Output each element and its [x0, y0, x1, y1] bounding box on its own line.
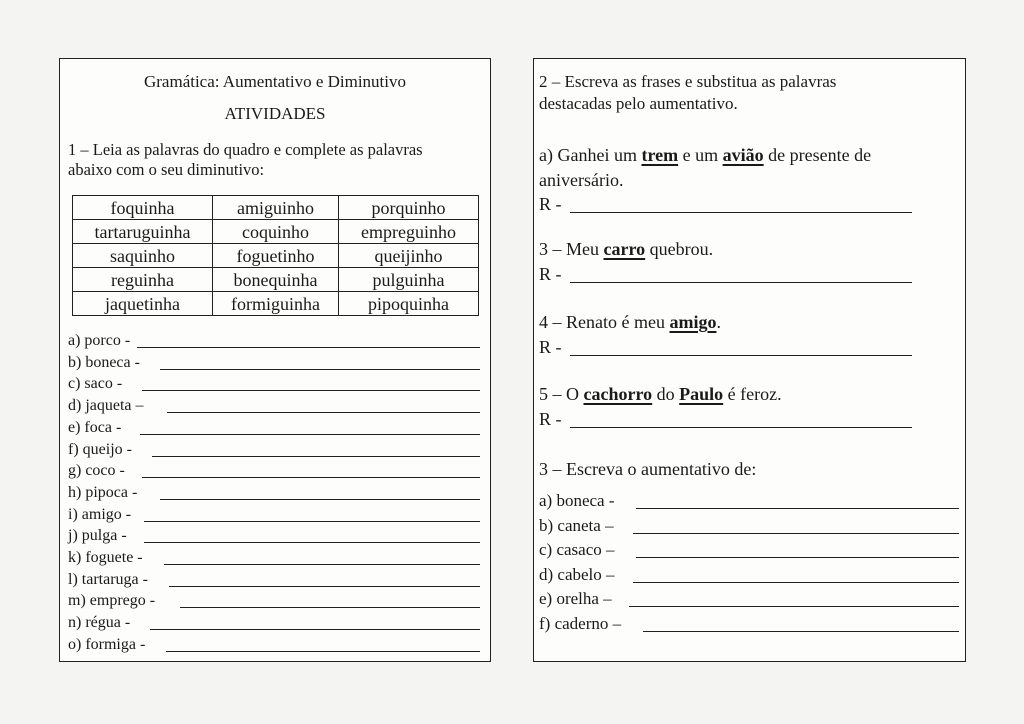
- answer-line-5[interactable]: [570, 427, 912, 428]
- augmentative-item-label: b) caneta –: [539, 515, 614, 535]
- answer-line-a[interactable]: [570, 212, 912, 213]
- exercise-item-label: j) pulga -: [68, 527, 127, 545]
- sentence-5: [539, 384, 782, 404]
- q1-instruction-line2: abaixo com o seu diminutivo:: [68, 160, 265, 179]
- worksheet-subtitle: ATIVIDADES: [224, 104, 326, 123]
- highlight-word-paulo: Paulo: [679, 384, 724, 404]
- word-table-cell: reguinha: [73, 268, 213, 292]
- exercise-item-label: e) foca -: [68, 418, 122, 436]
- sentence-a-line2: aniversário.: [539, 170, 624, 190]
- word-table-row: [73, 268, 479, 292]
- word-table-cell: saquinho: [73, 244, 213, 268]
- word-table-cell: bonequinha: [213, 268, 339, 292]
- word-table-cell: coquinho: [213, 220, 339, 244]
- answer-line[interactable]: [144, 521, 480, 522]
- answer-line[interactable]: [150, 629, 480, 630]
- exercise-item-label: n) régua -: [68, 614, 131, 632]
- answer-line[interactable]: [643, 631, 959, 632]
- sentence-4-text1: 4 – Renato é meu: [539, 312, 670, 332]
- q3-instruction: 3 – Escreva o aumentativo de:: [539, 459, 757, 479]
- word-table-row: [73, 244, 479, 268]
- answer-line[interactable]: [633, 582, 959, 583]
- sentence-3-text1: 3 – Meu: [539, 239, 604, 259]
- word-table-cell: pipoquinha: [339, 292, 479, 316]
- augmentative-item-label: d) cabelo –: [539, 564, 615, 584]
- q2-instruction-line1: 2 – Escreva as frases e substitua as palavras: [539, 72, 837, 91]
- answer-line[interactable]: [140, 434, 480, 435]
- exercise-item-label: i) amigo -: [68, 505, 132, 523]
- answer-line[interactable]: [169, 586, 480, 587]
- sentence-5-text2: do: [652, 384, 680, 404]
- answer-label-a: R -: [539, 194, 562, 214]
- augmentative-item-label: e) orelha –: [539, 589, 612, 608]
- highlight-word-carro: carro: [603, 239, 646, 259]
- answer-label-5: R -: [539, 409, 562, 429]
- augmentative-item-label: a) boneca -: [539, 491, 615, 510]
- worksheet-title: Gramática: Aumentativo e Diminutivo: [143, 72, 407, 91]
- augmentative-item-label: c) casaco –: [539, 540, 615, 559]
- answer-line[interactable]: [137, 347, 480, 348]
- sentence-5-text3: é feroz.: [723, 384, 782, 404]
- answer-line-4[interactable]: [570, 355, 912, 356]
- right-worksheet-panel: [533, 58, 966, 662]
- exercise-item-label: l) tartaruga -: [68, 570, 148, 588]
- exercise-item-label: k) foguete -: [68, 549, 143, 566]
- answer-line-3[interactable]: [570, 282, 912, 283]
- answer-line[interactable]: [142, 477, 480, 478]
- word-table-cell: queijinho: [339, 244, 479, 268]
- word-table-cell: foquinha: [73, 196, 213, 220]
- exercise-item-label: m) emprego -: [68, 592, 156, 610]
- answer-line[interactable]: [180, 607, 480, 608]
- sentence-a-text1: a) Ganhei um: [539, 145, 642, 165]
- highlight-word-amigo: amigo: [669, 312, 717, 332]
- exercise-item-label: f) queijo -: [68, 440, 132, 458]
- word-table: [72, 195, 479, 316]
- word-table-cell: formiguinha: [213, 292, 339, 316]
- answer-line[interactable]: [636, 508, 959, 509]
- highlight-word-cachorro: cachorro: [583, 384, 653, 404]
- exercise-item-label: b) boneca -: [68, 353, 140, 371]
- sentence-4-text2: .: [716, 312, 721, 332]
- answer-label-3: R -: [539, 264, 562, 284]
- answer-line[interactable]: [160, 369, 480, 370]
- answer-line[interactable]: [152, 456, 480, 457]
- sentence-3: [539, 239, 713, 259]
- word-table-row: [73, 196, 479, 220]
- augmentative-item-label: f) caderno –: [539, 613, 622, 633]
- word-table-cell: amiguinho: [213, 196, 339, 220]
- left-worksheet-panel: [59, 58, 491, 662]
- answer-line[interactable]: [167, 412, 480, 413]
- sentence-a-text2: e um: [678, 145, 723, 165]
- sentence-3-text2: quebrou.: [645, 239, 714, 259]
- answer-line[interactable]: [142, 390, 480, 391]
- answer-label-4: R -: [539, 337, 562, 357]
- sentence-5-text1: 5 – O: [539, 384, 584, 404]
- exercise-item-label: h) pipoca -: [68, 483, 138, 501]
- word-table-cell: foguetinho: [213, 244, 339, 268]
- sentence-4: [539, 312, 721, 332]
- word-table-cell: empreguinho: [339, 220, 479, 244]
- exercise-item-label: a) porco -: [68, 332, 131, 349]
- sentence-a-text3: de presente de: [763, 145, 872, 165]
- answer-line[interactable]: [636, 557, 959, 558]
- word-table-cell: porquinho: [339, 196, 479, 220]
- exercise-item-label: o) formiga -: [68, 635, 146, 653]
- word-table-row: [73, 292, 479, 316]
- answer-line[interactable]: [144, 542, 480, 543]
- q1-instruction-line1: 1 – Leia as palavras do quadro e complete as palavras: [68, 140, 423, 159]
- answer-line[interactable]: [160, 499, 480, 500]
- highlight-word-trem: trem: [641, 145, 679, 165]
- answer-line[interactable]: [629, 606, 959, 607]
- word-table-cell: pulguinha: [339, 268, 479, 292]
- word-table-cell: tartaruguinha: [73, 220, 213, 244]
- exercise-item-label: d) jaqueta –: [68, 397, 144, 415]
- answer-line[interactable]: [633, 533, 959, 534]
- answer-line[interactable]: [164, 564, 480, 565]
- highlight-word-aviao: avião: [722, 145, 764, 165]
- sentence-a: [539, 145, 871, 165]
- answer-line[interactable]: [166, 651, 480, 652]
- word-table-row: [73, 220, 479, 244]
- exercise-item-label: c) saco -: [68, 375, 123, 393]
- exercise-item-label: g) coco -: [68, 462, 125, 480]
- word-table-cell: jaquetinha: [73, 292, 213, 316]
- q2-instruction-line2: destacadas pelo aumentativo.: [539, 94, 738, 113]
